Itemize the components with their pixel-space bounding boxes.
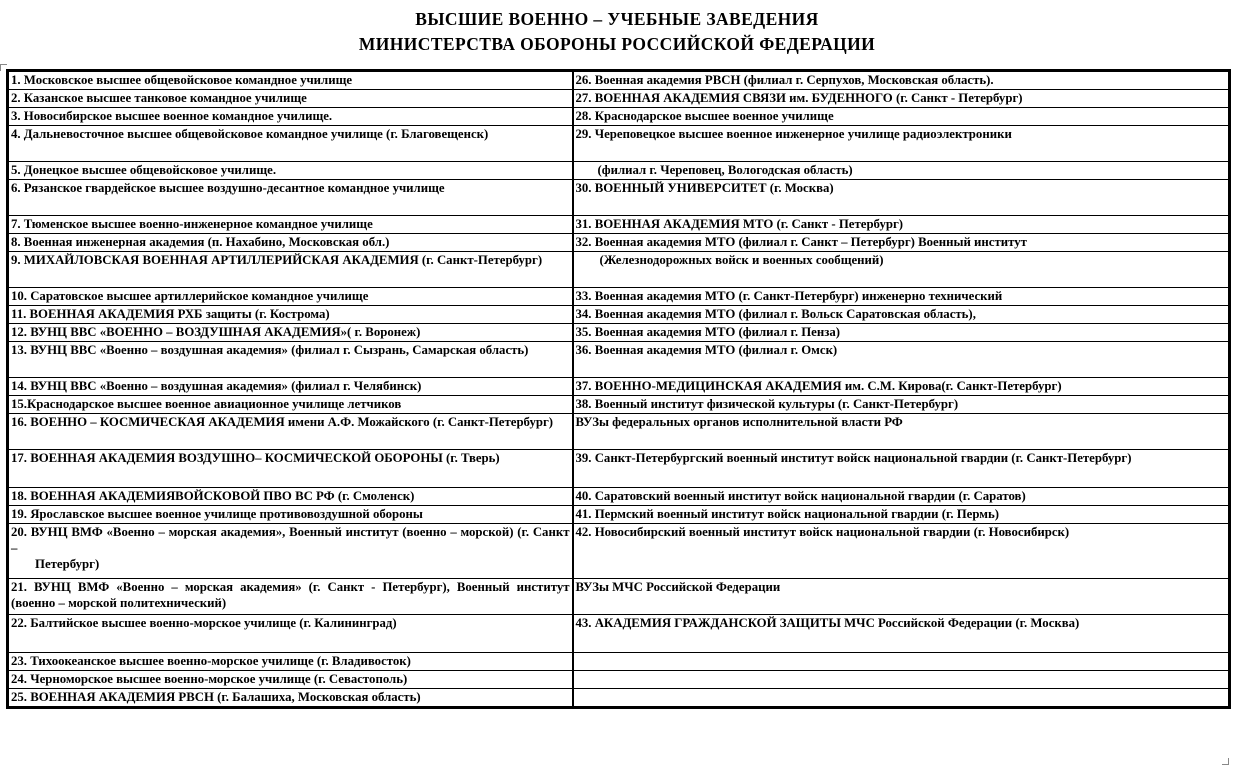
table-cell-left[interactable]: 8. Военная инженерная академия (п. Нахабино, Московская обл.)	[8, 234, 573, 252]
table-cell-left[interactable]: 6. Рязанское гвардейское высшее воздушно-десантное командное училище	[8, 180, 573, 216]
table-cell-left[interactable]: 23. Тихоокеанское высшее военно-морское училище (г. Владивосток)	[8, 653, 573, 671]
table-cell-right[interactable]	[573, 252, 1230, 288]
table-cell-right[interactable]	[573, 162, 1230, 180]
table-row	[8, 252, 1230, 288]
table-cell-left[interactable]: 25. ВОЕННАЯ АКАДЕМИЯ РВСН (г. Балашиха, Московская область)	[8, 689, 573, 708]
institutions-table	[6, 69, 1231, 709]
table-row	[8, 524, 1230, 579]
table-cell-left[interactable]: 22. Балтийское высшее военно-морское училище (г. Калининград)	[8, 615, 573, 653]
page-title-line-2: МИНИСТЕРСТВА ОБОРОНЫ РОССИЙСКОЙ ФЕДЕРАЦИИ	[358, 34, 876, 54]
table-cell-text: (филиал г. Череповец, Вологодская область)	[597, 163, 853, 177]
table-cell-right[interactable]: 34. Военная академия МТО (филиал г. Вольск Саратовская область),	[573, 306, 1230, 324]
table-cell-left[interactable]: 11. ВОЕННАЯ АКАДЕМИЯ РХБ защиты (г. Кострома)	[8, 306, 573, 324]
table-cell-left[interactable]: 5. Донецкое высшее общевойсковое училище.	[8, 162, 573, 180]
table-row	[8, 615, 1230, 653]
table-cell-left[interactable]: 10. Саратовское высшее артиллерийское командное училище	[8, 288, 573, 306]
page-corner-mark-bottom-right	[1222, 758, 1229, 765]
table-row	[8, 162, 1230, 180]
table-cell-right[interactable]: 42. Новосибирский военный институт войск национальной гвардии (г. Новосибирск)	[573, 524, 1230, 579]
table-cell-right[interactable]: 26. Военная академия РВСН (филиал г. Серпухов, Московская область).	[573, 71, 1230, 90]
table-cell-left[interactable]: 12. ВУНЦ ВВС «ВОЕННО – ВОЗДУШНАЯ АКАДЕМИЯ»( г. Воронеж)	[8, 324, 573, 342]
table-cell-left[interactable]: 2. Казанское высшее танковое командное училище	[8, 90, 573, 108]
table-cell-left[interactable]: 1. Московское высшее общевойсковое командное училище	[8, 71, 573, 90]
table-cell-left[interactable]: 17. ВОЕННАЯ АКАДЕМИЯ ВОЗДУШНО– КОСМИЧЕСКОЙ ОБОРОНЫ (г. Тверь)	[8, 450, 573, 488]
table-row	[8, 579, 1230, 615]
table-row	[8, 324, 1230, 342]
page-title-line-1: ВЫСШИЕ ВОЕННО – УЧЕБНЫЕ ЗАВЕДЕНИЯ	[415, 9, 819, 29]
table-cell-right[interactable]: ВУЗы МЧС Российской Федерации	[573, 579, 1230, 615]
table-cell-right[interactable]: 38. Военный институт физической культуры (г. Санкт-Петербург)	[573, 396, 1230, 414]
table-row	[8, 378, 1230, 396]
table-cell-left[interactable]: 18. ВОЕННАЯ АКАДЕМИЯВОЙСКОВОЙ ПВО ВС РФ (г. Смоленск)	[8, 488, 573, 506]
table-cell-right[interactable]: 37. ВОЕННО-МЕДИЦИНСКАЯ АКАДЕМИЯ им. С.М. Кирова(г. Санкт-Петербург)	[573, 378, 1230, 396]
table-cell-left[interactable]: 4. Дальневосточное высшее общевойсковое командное училище (г. Благовещенск)	[8, 126, 573, 162]
table-row	[8, 653, 1230, 671]
table-cell-right[interactable]: 27. ВОЕННАЯ АКАДЕМИЯ СВЯЗИ им. БУДЕННОГО (г. Санкт - Петербург)	[573, 90, 1230, 108]
table-row	[8, 216, 1230, 234]
table-cell-right[interactable]: 40. Саратовский военный институт войск национальной гвардии (г. Саратов)	[573, 488, 1230, 506]
table-cell-right[interactable]	[573, 689, 1230, 708]
table-row	[8, 671, 1230, 689]
table-cell-text: (Железнодорожных войск и военных сообщений)	[599, 253, 884, 267]
table-cell-right[interactable]: ВУЗы федеральных органов исполнительной власти РФ	[573, 414, 1230, 450]
table-cell-left[interactable]: 9. МИХАЙЛОВСКАЯ ВОЕННАЯ АРТИЛЛЕРИЙСКАЯ АКАДЕМИЯ (г. Санкт-Петербург)	[8, 252, 573, 288]
table-row	[8, 71, 1230, 90]
table-row	[8, 288, 1230, 306]
table-cell-right[interactable]: 32. Военная академия МТО (филиал г. Санкт – Петербург) Военный институт	[573, 234, 1230, 252]
table-row	[8, 126, 1230, 162]
table-row	[8, 306, 1230, 324]
table-row	[8, 488, 1230, 506]
table-cell-right[interactable]: 33. Военная академия МТО (г. Санкт-Петербург) инженерно технический	[573, 288, 1230, 306]
table-row	[8, 234, 1230, 252]
table-cell-text: 20. ВУНЦ ВМФ «Военно – морская академия», Военный институт (военно – морской) (г. Санкт –	[11, 525, 570, 555]
table-cell-left[interactable]: 13. ВУНЦ ВВС «Военно – воздушная академия» (филиал г. Сызрань, Самарская область)	[8, 342, 573, 378]
table-cell-right[interactable]: 36. Военная академия МТО (филиал г. Омск)	[573, 342, 1230, 378]
table-cell-left[interactable]: 3. Новосибирское высшее военное командное училище.	[8, 108, 573, 126]
table-row	[8, 108, 1230, 126]
table-cell-right[interactable]: 29. Череповецкое высшее военное инженерное училище радиоэлектроники	[573, 126, 1230, 162]
table-row	[8, 414, 1230, 450]
table-cell-left[interactable]: 7. Тюменское высшее военно-инженерное командное училище	[8, 216, 573, 234]
table-cell-left[interactable]: 15.Краснодарское высшее военное авиационное училище летчиков	[8, 396, 573, 414]
table-cell-right[interactable]: 41. Пермский военный институт войск национальной гвардии (г. Пермь)	[573, 506, 1230, 524]
table-row	[8, 180, 1230, 216]
table-cell-right[interactable]: 43. АКАДЕМИЯ ГРАЖДАНСКОЙ ЗАЩИТЫ МЧС Российской Федерации (г. Москва)	[573, 615, 1230, 653]
table-cell-left[interactable]: 16. ВОЕННО – КОСМИЧЕСКАЯ АКАДЕМИЯ имени А.Ф. Можайского (г. Санкт-Петербург)	[8, 414, 573, 450]
table-row	[8, 450, 1230, 488]
table-cell-right[interactable]	[573, 653, 1230, 671]
table-cell-right[interactable]: 35. Военная академия МТО (филиал г. Пенза)	[573, 324, 1230, 342]
table-cell-text-continued: Петербург)	[35, 557, 100, 571]
table-cell-left[interactable]: 19. Ярославское высшее военное училище противовоздушной обороны	[8, 506, 573, 524]
table-cell-right[interactable]	[573, 671, 1230, 689]
table-cell-left[interactable]: 14. ВУНЦ ВВС «Военно – воздушная академия» (филиал г. Челябинск)	[8, 378, 573, 396]
table-row	[8, 506, 1230, 524]
table-cell-left[interactable]: 24. Черноморское высшее военно-морское училище (г. Севастополь)	[8, 671, 573, 689]
table-row	[8, 689, 1230, 708]
table-row	[8, 342, 1230, 378]
table-cell-left[interactable]: 21. ВУНЦ ВМФ «Военно – морская академия» (г. Санкт - Петербург), Военный институт (военно – морской политехнический)	[8, 579, 573, 615]
table-cell-right[interactable]: 31. ВОЕННАЯ АКАДЕМИЯ МТО (г. Санкт - Петербург)	[573, 216, 1230, 234]
table-row	[8, 396, 1230, 414]
table-row	[8, 90, 1230, 108]
table-cell-left[interactable]	[8, 524, 573, 579]
table-cell-right[interactable]: 28. Краснодарское высшее военное училище	[573, 108, 1230, 126]
table-cell-right[interactable]: 30. ВОЕННЫЙ УНИВЕРСИТЕТ (г. Москва)	[573, 180, 1230, 216]
table-cell-right[interactable]: 39. Санкт-Петербургский военный институт войск национальной гвардии (г. Санкт-Петербург)	[573, 450, 1230, 488]
